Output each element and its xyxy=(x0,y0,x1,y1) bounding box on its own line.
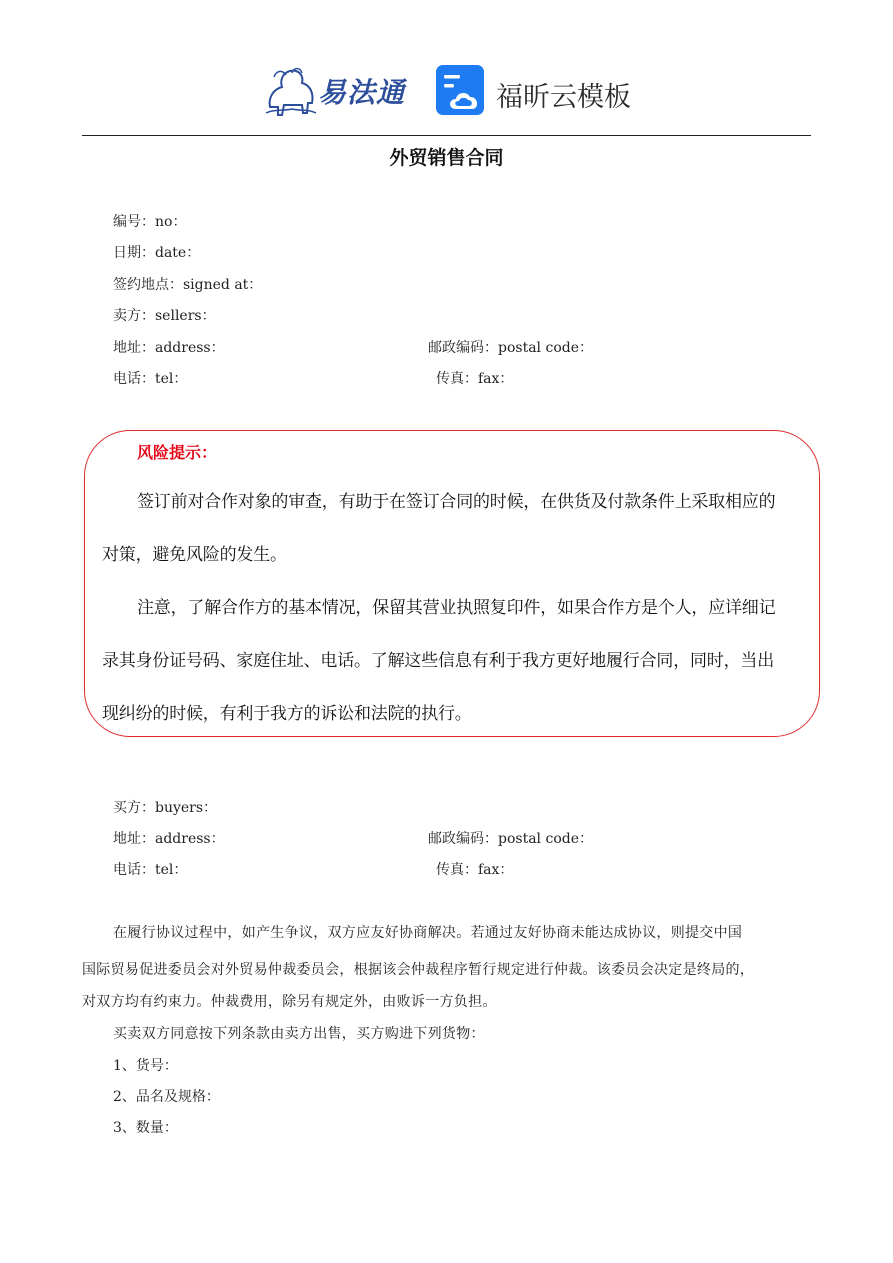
field-buyer-fax: 传真：fax： xyxy=(436,862,514,878)
field-seller-postal: 邮政编码：postal code： xyxy=(428,340,593,356)
risk-tip-line: 现纠纷的时候，有利于我方的诉讼和法院的执行。 xyxy=(102,704,472,724)
page-header xyxy=(0,55,893,125)
risk-tip-title: 风险提示： xyxy=(137,443,218,462)
field-seller-tel: 电话：tel： xyxy=(113,371,188,387)
lion-icon xyxy=(262,63,320,119)
item-quantity: 3、数量： xyxy=(113,1120,178,1136)
field-no: 编号：no： xyxy=(113,214,187,230)
field-buyer-postal: 邮政编码：postal code： xyxy=(428,831,593,847)
header-divider xyxy=(82,135,811,136)
yifatong-logo-text: 易法通 xyxy=(318,76,406,109)
fuxin-logo-text: 福昕云模板 xyxy=(496,82,631,113)
agreement-statement: 买卖双方同意按下列条款由卖方出售，买方购进下列货物： xyxy=(113,1026,485,1042)
item-goods-no: 1、货号： xyxy=(113,1058,178,1074)
risk-tip-line: 签订前对合作对象的审查，有助于在签订合同的时候，在供货及付款条件上采取相应的 xyxy=(137,492,776,512)
risk-tip-line: 注意，了解合作方的基本情况，保留其营业执照复印件，如果合作方是个人，应详细记 xyxy=(137,598,776,618)
field-date: 日期：date： xyxy=(113,245,201,261)
field-buyers: 买方：buyers： xyxy=(113,800,218,816)
field-buyer-tel: 电话：tel： xyxy=(113,862,188,878)
risk-tip-line: 录其身份证号码、家庭住址、电话。了解这些信息有利于我方更好地履行合同，同时，当出 xyxy=(102,651,774,671)
item-name-spec: 2、品名及规格： xyxy=(113,1089,220,1105)
arbitration-paragraph-line: 国际贸易促进委员会对外贸易仲裁委员会，根据该会仲裁程序暂行规定进行仲裁。该委员会决定是终局的， xyxy=(82,962,755,978)
risk-tip-line: 对策，避免风险的发生。 xyxy=(102,545,287,565)
cloud-document-icon xyxy=(436,65,486,117)
arbitration-paragraph-line: 在履行协议过程中，如产生争议，双方应友好协商解决。若通过友好协商未能达成协议，则提交中国 xyxy=(113,925,743,941)
field-sellers: 卖方：sellers： xyxy=(113,308,216,324)
field-buyer-address: 地址：address： xyxy=(113,831,225,847)
field-seller-address: 地址：address： xyxy=(113,340,225,356)
field-seller-fax: 传真：fax： xyxy=(436,371,514,387)
yifatong-logo xyxy=(262,63,412,119)
field-signed-at: 签约地点：signed at： xyxy=(113,277,263,293)
risk-tip-box xyxy=(84,430,820,737)
document-title: 外贸销售合同 xyxy=(389,147,504,169)
arbitration-paragraph-line: 对双方均有约束力。仲裁费用，除另有规定外，由败诉一方负担。 xyxy=(82,994,497,1010)
